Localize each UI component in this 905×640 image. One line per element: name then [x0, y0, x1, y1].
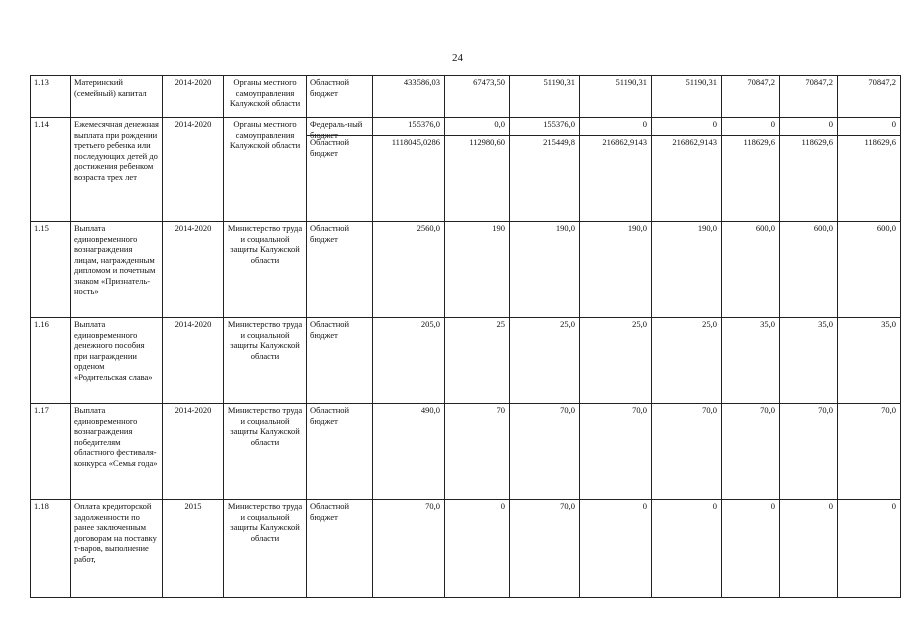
period: 2014-2020	[163, 222, 224, 318]
executor: Министерство труда и социальной защиты Калужской области	[224, 500, 307, 598]
row-number: 1.16	[31, 318, 71, 404]
amount-cell: 70,0	[510, 500, 580, 598]
amount-cell: 70,0	[373, 500, 445, 598]
amount-cell: 190,0	[652, 222, 722, 318]
amount-cell: 600,0	[838, 222, 901, 318]
amount-federal: 0	[891, 119, 896, 129]
funding-source: Областной бюджет	[307, 222, 373, 318]
amount-cell: 25,0	[652, 318, 722, 404]
amount-cell: 51190,31	[580, 76, 652, 118]
amount-cell	[780, 118, 838, 222]
row-number: 1.17	[31, 404, 71, 500]
amount-cell: 190,0	[580, 222, 652, 318]
funding-source: Областной бюджет	[307, 404, 373, 500]
amount-regional: 112980,60	[445, 135, 509, 148]
funding-source	[307, 118, 373, 222]
amount-federal: 155376,0	[408, 119, 440, 129]
amount-cell: 25,0	[510, 318, 580, 404]
executor: Министерство труда и социальной защиты Калужской области	[224, 222, 307, 318]
amount-cell: 490,0	[373, 404, 445, 500]
amount-federal: 0	[770, 119, 775, 129]
amount-cell	[580, 118, 652, 222]
row-number: 1.18	[31, 500, 71, 598]
amount-cell	[838, 118, 901, 222]
amount-cell: 35,0	[722, 318, 780, 404]
measure-name: Выплата единовременного вознаграждения лицам, награжденным дипломом и почетным знаком «Признатель-ность»	[71, 222, 163, 318]
page-number: 24	[452, 52, 463, 64]
row-number: 1.14	[31, 118, 71, 222]
amount-cell: 0	[780, 500, 838, 598]
amount-cell: 600,0	[780, 222, 838, 318]
amount-cell	[652, 118, 722, 222]
amount-cell: 70,0	[652, 404, 722, 500]
amount-cell	[722, 118, 780, 222]
executor: Министерство труда и социальной защиты Калужской области	[224, 318, 307, 404]
funding-source-1: Федераль-ный бюджет	[310, 119, 363, 140]
period: 2014-2020	[163, 318, 224, 404]
executor: Органы местного самоуправления Калужской области	[224, 76, 307, 118]
funding-source: Областной бюджет	[307, 500, 373, 598]
amount-cell: 35,0	[780, 318, 838, 404]
amount-cell: 70,0	[838, 404, 901, 500]
funding-source: Областной бюджет	[307, 318, 373, 404]
amount-regional: 216862,9143	[580, 135, 651, 148]
table-row	[31, 76, 901, 118]
amount-regional: 216862,9143	[652, 135, 721, 148]
measure-name: Оплата кредиторской задолженности по ранее заключенным договорам на поставку т-варов, выполнение работ,	[71, 500, 163, 598]
amount-cell: 35,0	[838, 318, 901, 404]
table-body	[31, 76, 901, 598]
amount-cell: 190,0	[510, 222, 580, 318]
row-number: 1.15	[31, 222, 71, 318]
amount-regional: 118629,6	[838, 135, 900, 148]
amount-cell: 70,0	[510, 404, 580, 500]
amount-cell: 51190,31	[510, 76, 580, 118]
amount-cell: 70,0	[580, 404, 652, 500]
executor: Министерство труда и социальной защиты Калужской области	[224, 404, 307, 500]
amount-cell: 51190,31	[652, 76, 722, 118]
measure-name: Выплата единовременного денежного пособия при награждении орденом «Родительская слава»	[71, 318, 163, 404]
amount-cell: 70,0	[722, 404, 780, 500]
amount-cell: 67473,50	[445, 76, 510, 118]
executor: Органы местного самоуправления Калужской области	[224, 118, 307, 222]
amount-cell: 2560,0	[373, 222, 445, 318]
measure-name: Ежемесячная денежная выплата при рождении третьего ребенка или последующих детей до достижения ребенком возраста трех лет	[71, 118, 163, 222]
amount-cell: 433586,03	[373, 76, 445, 118]
amount-federal: 0	[828, 119, 833, 129]
amount-cell	[373, 118, 445, 222]
period: 2014-2020	[163, 76, 224, 118]
amount-cell: 0	[445, 500, 510, 598]
amount-cell: 205,0	[373, 318, 445, 404]
table-row	[31, 318, 901, 404]
table-row	[31, 404, 901, 500]
measure-name: Материнский (семейный) капитал	[71, 76, 163, 118]
amount-federal: 0	[712, 119, 717, 129]
amount-federal: 0	[642, 119, 647, 129]
amount-cell: 190	[445, 222, 510, 318]
period: 2014-2020	[163, 404, 224, 500]
amount-cell: 70847,2	[780, 76, 838, 118]
amount-regional: 1118045,0286	[373, 135, 444, 148]
measure-name: Выплата единовременного вознаграждения победителям областного фестиваля-конкурса «Семья года»	[71, 404, 163, 500]
funding-source: Областной бюджет	[307, 76, 373, 118]
amount-federal: 155376,0	[543, 119, 575, 129]
table-row	[31, 222, 901, 318]
amount-federal: 0,0	[494, 119, 505, 129]
budget-table	[30, 75, 901, 598]
period: 2014-2020	[163, 118, 224, 222]
amount-cell: 0	[652, 500, 722, 598]
funding-source-2: Областной бюджет	[307, 135, 372, 158]
amount-cell: 70	[445, 404, 510, 500]
amount-cell	[445, 118, 510, 222]
amount-cell: 25,0	[580, 318, 652, 404]
amount-cell: 70,0	[780, 404, 838, 500]
amount-regional: 118629,6	[780, 135, 837, 148]
period: 2015	[163, 500, 224, 598]
amount-regional: 118629,6	[722, 135, 779, 148]
table-row	[31, 500, 901, 598]
amount-cell: 600,0	[722, 222, 780, 318]
amount-cell: 70847,2	[722, 76, 780, 118]
amount-cell: 0	[722, 500, 780, 598]
amount-cell	[510, 118, 580, 222]
amount-cell: 0	[838, 500, 901, 598]
amount-cell: 0	[580, 500, 652, 598]
table-row	[31, 118, 901, 222]
amount-regional: 215449,8	[510, 135, 579, 148]
row-number: 1.13	[31, 76, 71, 118]
amount-cell: 70847,2	[838, 76, 901, 118]
amount-cell: 25	[445, 318, 510, 404]
